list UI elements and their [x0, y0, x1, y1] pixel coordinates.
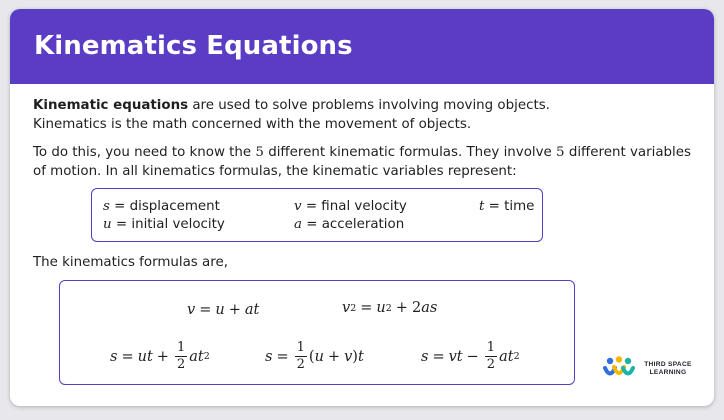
- formula-s-half-u-plus-v-t: s = $\frac{1}{2}$ ( u + v ) t: [265, 340, 364, 372]
- formula-v-squared: v 2 = u 2 + 2 as: [342, 300, 438, 316]
- intro-bold-term: Kinematic equations: [33, 98, 189, 113]
- para2-text-a: To do this, you need to know the: [33, 145, 256, 160]
- logo-text: [636, 361, 700, 377]
- intro-line1: are used to solve problems involving moving objects.: [188, 98, 550, 113]
- page-title: Kinematics Equations: [34, 31, 353, 61]
- variable-symbol: u: [103, 217, 112, 232]
- intro-line2: Kinematics is the math concerned with the movement of objects.: [33, 116, 472, 132]
- logo-icon: [603, 355, 635, 383]
- variable-displacement: [103, 199, 220, 214]
- intro-paragraph: [33, 97, 693, 134]
- variable-symbol: v: [294, 199, 302, 214]
- variable-symbol: t: [479, 199, 485, 214]
- variable-initial-velocity: [103, 217, 225, 232]
- formula-s-ut-half-at2: s = ut + $\frac{1}{2}$ at 2: [110, 340, 210, 372]
- lesson-card: [10, 9, 714, 406]
- variables-paragraph: [33, 144, 693, 181]
- logo-line-2: LEARNING: [649, 369, 687, 376]
- formulas-box: [59, 280, 575, 385]
- variable-meaning: = time: [484, 199, 535, 214]
- variable-symbol: s: [103, 199, 110, 214]
- variable-meaning: = initial velocity: [111, 217, 225, 232]
- formula-v-equals-u-plus-at: v = u + at: [187, 302, 260, 318]
- variable-meaning: = displacement: [109, 199, 220, 214]
- para2-text-c: different variables of motion. In all kinematics formulas, the kinematic variables represent:: [33, 145, 691, 179]
- formulas-intro: The kinematics formulas are,: [33, 255, 228, 270]
- para2-text-b: different kinematic formulas. They involve: [263, 145, 557, 160]
- para2-number-1: 5: [255, 145, 264, 160]
- para2-number-2: 5: [556, 145, 565, 160]
- variable-symbol: a: [294, 217, 302, 232]
- formula-s-vt-minus-half-at2: s = vt − $\frac{1}{2}$ at 2: [421, 340, 520, 372]
- variable-meaning: = acceleration: [301, 217, 405, 232]
- variable-final-velocity: [294, 199, 407, 214]
- third-space-learning-logo: [603, 355, 708, 385]
- header-bar: [10, 9, 714, 84]
- variables-box: [91, 188, 543, 242]
- variable-time: [479, 199, 534, 214]
- variable-meaning: = final velocity: [301, 199, 407, 214]
- logo-line-1: THIRD SPACE: [644, 361, 692, 368]
- variable-acceleration: [294, 217, 404, 232]
